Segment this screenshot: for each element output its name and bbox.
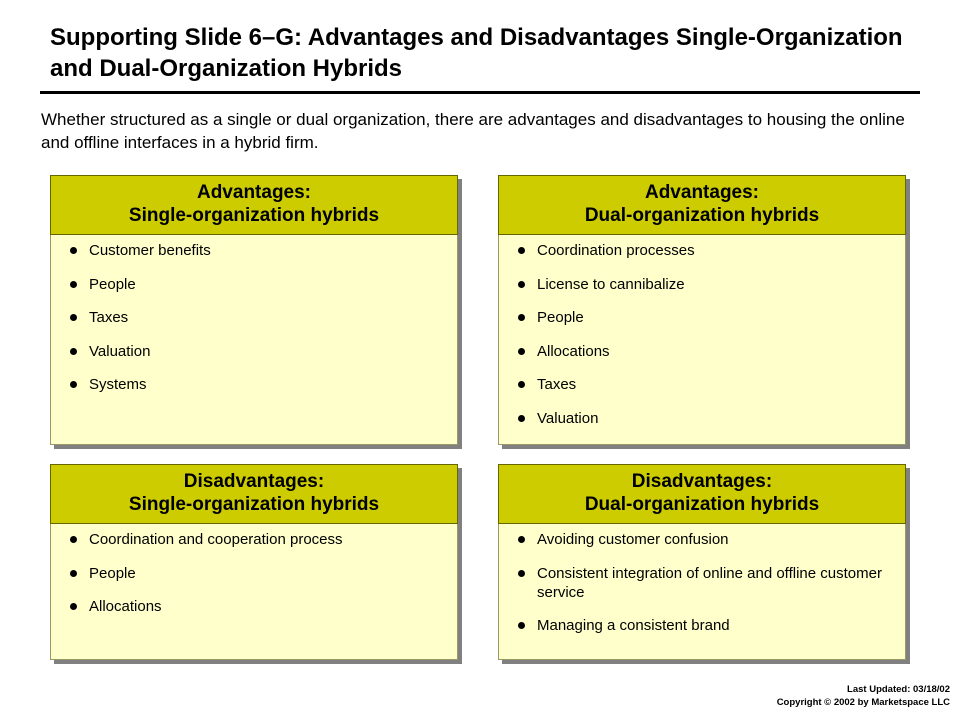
list-item xyxy=(70,375,457,394)
list-item-text: Systems xyxy=(89,376,147,394)
card-advantages-dual xyxy=(498,175,906,445)
bullet-list xyxy=(70,530,457,616)
bullet-icon xyxy=(518,570,525,577)
bullet-icon xyxy=(518,381,525,388)
card-heading-line2: Single-organization hybrids xyxy=(128,494,380,515)
card-body xyxy=(50,524,458,660)
list-item-text: Allocations xyxy=(537,342,610,360)
list-item xyxy=(518,409,905,428)
list-item-text: People xyxy=(537,309,584,327)
list-item xyxy=(518,241,905,260)
card-heading xyxy=(50,175,458,235)
card-heading-line2: Dual-organization hybrids xyxy=(584,494,820,515)
list-item-text: Allocations xyxy=(89,598,162,616)
list-item-text: Managing a consistent brand xyxy=(537,617,730,635)
list-item-text: License to cannibalize xyxy=(537,275,685,293)
list-item xyxy=(518,342,905,361)
bullet-list xyxy=(518,241,905,428)
bullet-icon xyxy=(70,536,77,543)
list-item xyxy=(70,564,457,583)
bullet-icon xyxy=(70,247,77,254)
bullet-icon xyxy=(518,622,525,629)
bullet-icon xyxy=(518,415,525,422)
bullet-icon xyxy=(70,314,77,321)
list-item xyxy=(70,275,457,294)
list-item-text: Taxes xyxy=(89,309,129,327)
last-updated: Last Updated: 03/18/02 xyxy=(847,684,950,695)
card-heading-line1: Disadvantages: xyxy=(631,471,773,492)
card-disadvantages-single xyxy=(50,464,458,660)
list-item xyxy=(518,616,905,635)
list-item xyxy=(518,308,905,327)
list-item xyxy=(518,564,905,602)
card-heading xyxy=(50,464,458,524)
bullet-icon xyxy=(70,603,77,610)
card-heading-line1: Advantages: xyxy=(644,182,760,203)
card-disadvantages-dual xyxy=(498,464,906,660)
card-body xyxy=(498,235,906,445)
copyright: Copyright © 2002 by Marketspace LLC xyxy=(776,697,950,708)
bullet-icon xyxy=(70,381,77,388)
bullet-icon xyxy=(70,281,77,288)
bullet-list xyxy=(70,241,457,394)
bullet-list xyxy=(518,530,905,635)
card-heading xyxy=(498,464,906,524)
bullet-icon xyxy=(518,348,525,355)
list-item-text: Valuation xyxy=(89,342,151,360)
list-item-text: Avoiding customer confusion xyxy=(537,531,729,548)
list-item xyxy=(518,275,905,294)
bullet-icon xyxy=(518,281,525,288)
list-item-text: Coordination processes xyxy=(537,242,695,259)
list-item-text: People xyxy=(89,564,136,582)
list-item-text: Taxes xyxy=(537,376,577,394)
slide-title: Supporting Slide 6–G: Advantages and Disadvantages Single-Organization and Dual-Organization Hybrids xyxy=(50,24,903,82)
list-item xyxy=(70,597,457,616)
list-item xyxy=(70,530,457,549)
bullet-icon xyxy=(70,570,77,577)
list-item-text: People xyxy=(89,275,136,293)
card-heading-line1: Disadvantages: xyxy=(183,471,325,492)
card-heading-line1: Advantages: xyxy=(196,182,312,203)
card-body xyxy=(50,235,458,445)
bullet-icon xyxy=(518,314,525,321)
card-advantages-single xyxy=(50,175,458,445)
card-heading xyxy=(498,175,906,235)
list-item-text: Coordination and cooperation process xyxy=(89,531,343,548)
card-heading-line2: Single-organization hybrids xyxy=(128,205,380,226)
list-item xyxy=(70,342,457,361)
bullet-icon xyxy=(518,536,525,543)
list-item-text: Consistent integration of online and offline customer service xyxy=(537,564,882,601)
list-item-text: Customer benefits xyxy=(89,242,211,259)
title-divider xyxy=(40,91,920,94)
list-item xyxy=(518,375,905,394)
slide-footer xyxy=(777,683,950,709)
list-item xyxy=(518,530,905,549)
bullet-icon xyxy=(70,348,77,355)
intro-text: Whether structured as a single or dual organization, there are advantages and disadvantages to housing the online and offline interfaces in a hybrid firm. xyxy=(41,110,905,152)
bullet-icon xyxy=(518,247,525,254)
card-body xyxy=(498,524,906,660)
list-item xyxy=(70,308,457,327)
card-heading-line2: Dual-organization hybrids xyxy=(584,205,820,226)
list-item-text: Valuation xyxy=(537,409,599,427)
list-item xyxy=(70,241,457,260)
